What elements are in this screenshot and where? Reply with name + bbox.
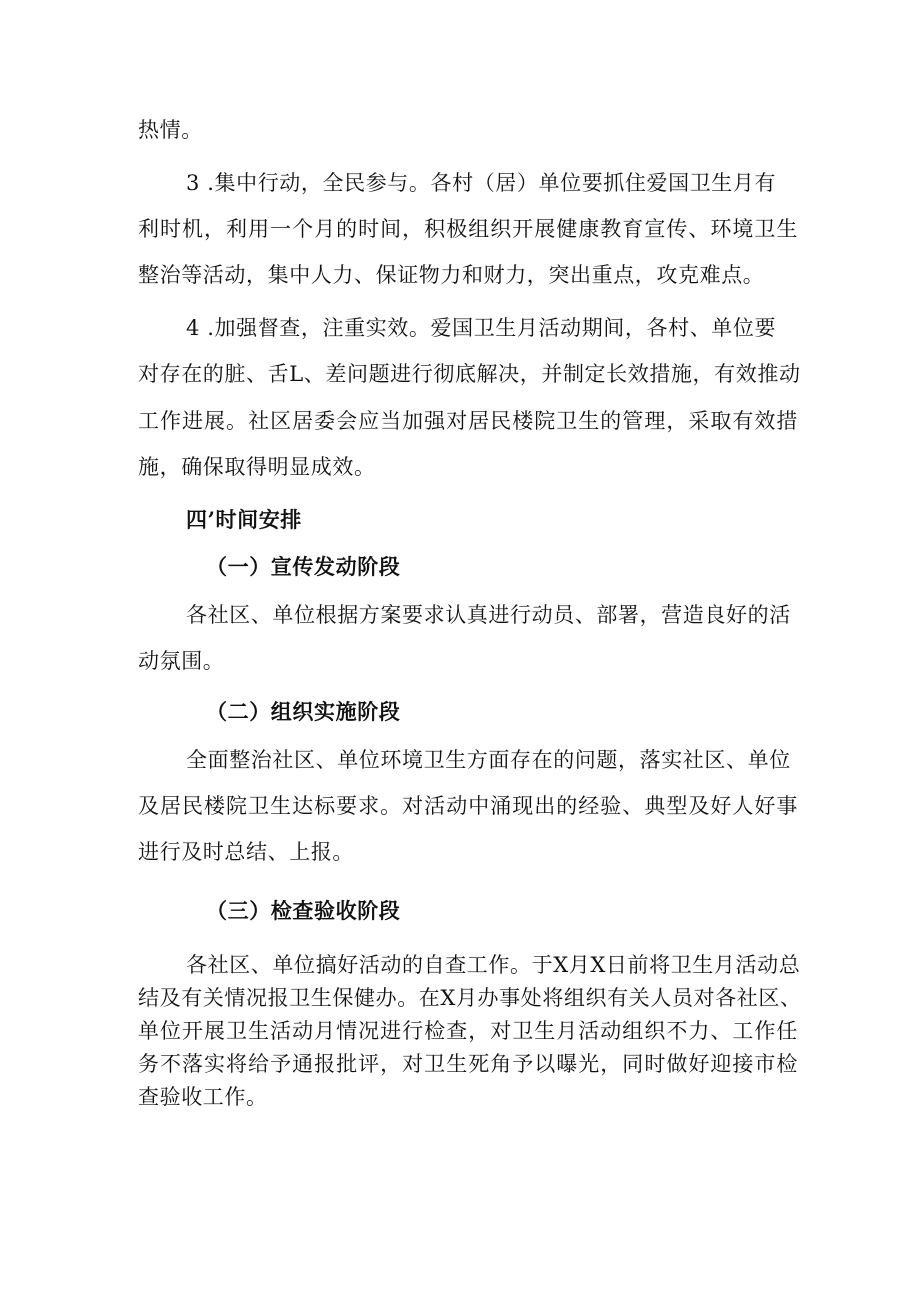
paragraph-line: 对存在的脏、舌L、差问题进行彻底解决，并制定长效措施，有效推动	[138, 362, 801, 386]
paragraph-line: 施，确保取得明显成效。	[138, 455, 376, 479]
paragraph-line: 结及有关情况报卫生保健办。在X月办事处将组织有关人员对各社区、	[138, 986, 802, 1010]
paragraph-line: 利时机，利用一个月的时间，积极组织开展健康教育宣传、环境卫生	[138, 217, 798, 241]
paragraph-line: 各社区、单位根据方案要求认真进行动员、部署，营造良好的活	[186, 603, 791, 627]
subsection-heading: （三）检查验收阶段	[206, 898, 401, 923]
paragraph-line: 热情。	[138, 118, 203, 142]
paragraph-line: 查验收工作。	[138, 1085, 268, 1109]
paragraph-line: 单位开展卫生活动月情况进行检查，对卫生月活动组织不力、工作任	[138, 1019, 798, 1043]
paragraph-line: 进行及时总结、上报。	[138, 840, 354, 864]
subsection-heading: （二）组织实施阶段	[206, 699, 401, 724]
paragraph-line: 务不落实将给予通报批评，对卫生死角予以曝光，同时做好迎接市检	[138, 1052, 798, 1076]
paragraph-line: 全面整治社区、单位环境卫生方面存在的问题，落实社区、单位	[186, 748, 791, 772]
paragraph-line: 工作进展。社区居委会应当加强对居民楼院卫生的管理，采取有效措	[138, 409, 798, 433]
paragraph-line: 动氛围。	[138, 649, 225, 673]
paragraph-line: 整治等活动，集中人力、保证物力和财力，突出重点，攻克难点。	[138, 263, 765, 287]
paragraph-line: 及居民楼院卫生达标要求。对活动中涌现出的经验、典型及好人好事	[138, 794, 798, 818]
paragraph-line: 4 .加强督查，注重实效。爱国卫生月活动期间，各村、单位要	[186, 316, 777, 340]
subsection-heading: （一）宣传发动阶段	[206, 554, 401, 579]
section-heading: 四’时间安排	[186, 507, 302, 532]
paragraph-line: 3 .集中行动，全民参与。各村（居）单位要抓住爱国卫生月有	[186, 171, 777, 195]
paragraph-line: 各社区、单位搞好活动的自查工作。于X月X日前将卫生月活动总	[186, 953, 801, 977]
